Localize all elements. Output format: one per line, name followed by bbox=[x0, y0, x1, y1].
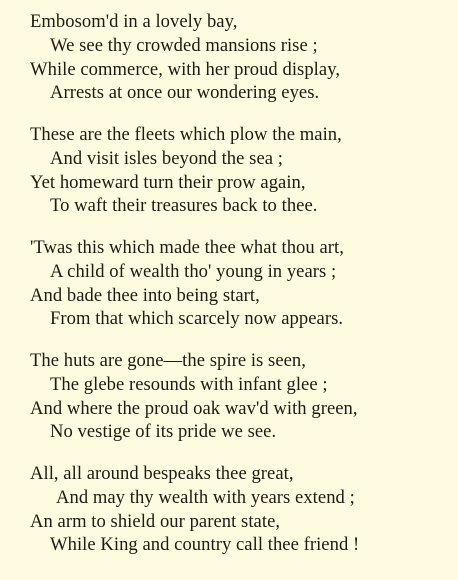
poem-line: While commerce, with her proud display, bbox=[30, 58, 341, 80]
poem-line: Yet homeward turn their prow again, bbox=[30, 171, 306, 193]
poem-line: To waft their treasures back to thee. bbox=[50, 195, 318, 217]
poem-line: Arrests at once our wondering eyes. bbox=[50, 82, 320, 104]
stanza-4 bbox=[30, 349, 450, 444]
poem-line: And where the proud oak wav'd with green, bbox=[30, 397, 358, 419]
stanza-1 bbox=[30, 10, 450, 105]
poem-line: Embosom'd in a lovely bay, bbox=[30, 11, 238, 32]
poem-line: 'Twas this which made thee what thou art, bbox=[30, 237, 344, 258]
poem-line: From that which scarcely now appears. bbox=[50, 308, 344, 330]
poem-line: These are the fleets which plow the main, bbox=[30, 124, 342, 145]
poem-line: No vestige of its pride we see. bbox=[50, 421, 277, 443]
stanza-3 bbox=[30, 236, 450, 331]
poem-line: The huts are gone—the spire is seen, bbox=[30, 350, 306, 371]
stanza-5 bbox=[30, 462, 450, 557]
poem-line: While King and country call thee friend ! bbox=[50, 534, 360, 556]
poem-line: And visit isles beyond the sea ; bbox=[50, 147, 283, 169]
poem-line: The glebe resounds with infant glee ; bbox=[50, 373, 328, 395]
poem-line: All, all around bespeaks thee great, bbox=[30, 463, 294, 484]
poem-line: An arm to shield our parent state, bbox=[30, 510, 281, 532]
poem-line: We see thy crowded mansions rise ; bbox=[50, 34, 318, 56]
poem-line: And may thy wealth with years extend ; bbox=[56, 486, 355, 508]
poem-line: And bade thee into being start, bbox=[30, 284, 260, 306]
poem-line: A child of wealth tho' young in years ; bbox=[50, 260, 337, 282]
stanza-2 bbox=[30, 123, 450, 218]
